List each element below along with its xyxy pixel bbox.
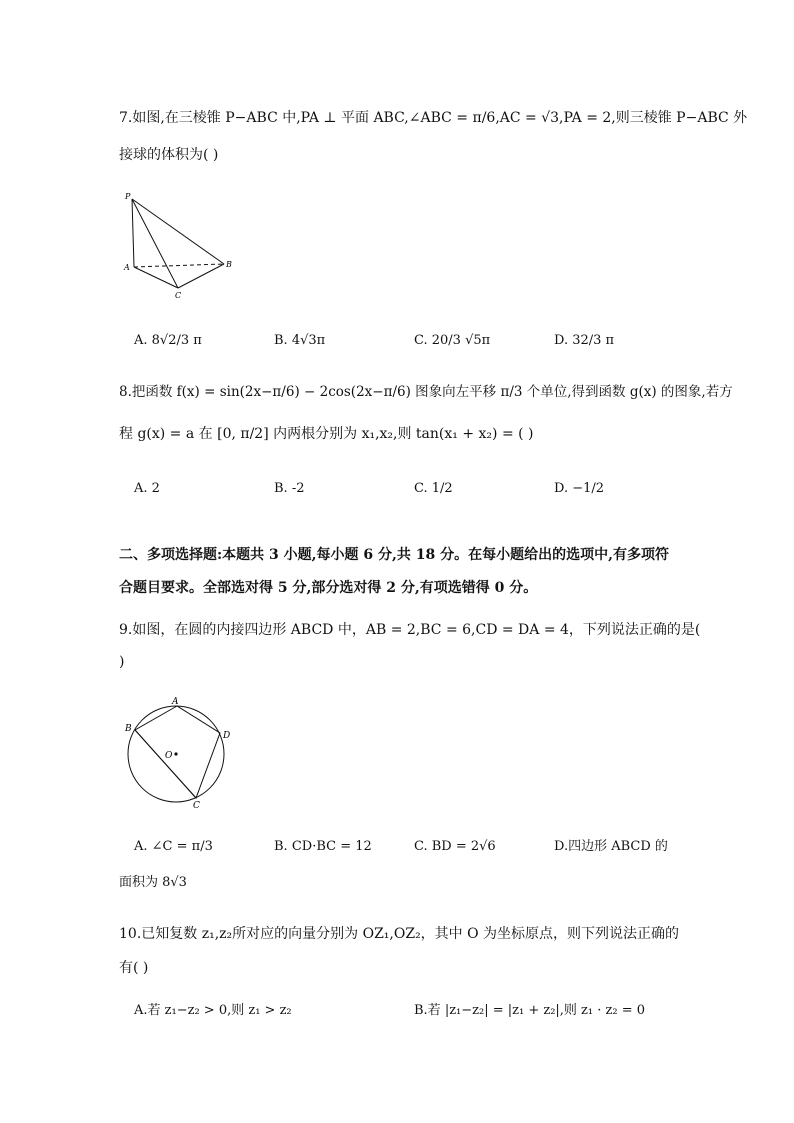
q9-option-a[interactable]: A. ∠C = π/3: [134, 839, 213, 854]
q9-option-d[interactable]: D.四边形 ABCD 的: [554, 839, 668, 854]
q7-option-b[interactable]: B. 4√3π: [274, 333, 326, 348]
q9-stem-line1: 9.如图，在圆的内接四边形 ABCD 中，AB = 2,BC = 6,CD = DA = 4，下列说法正确的是(: [119, 622, 701, 638]
q9-option-c[interactable]: C. BD = 2√6: [414, 839, 496, 854]
q8-stem-line2: 程 g(x) = a 在 [0, π/2] 内两根分别为 x₁,x₂,则 tan(x₁ + x₂) = ( ): [119, 426, 534, 442]
q9-option-d-continued: 面积为 8√3: [119, 875, 187, 890]
q7-label-p: P: [125, 192, 131, 201]
section2-heading-line1: 二、多项选择题:本题共 3 小题,每小题 6 分,共 18 分。在每小题给出的选项中,有多项符: [119, 547, 669, 563]
q7-tetrahedron-figure: [120, 188, 240, 303]
q10-option-b[interactable]: B.若 |z₁−z₂| = |z₁ + z₂|,则 z₁ · z₂ = 0: [414, 1003, 645, 1018]
q7-stem-line2: 接球的体积为( ): [119, 147, 219, 163]
q9-label-o: O: [165, 751, 173, 761]
q10-option-a[interactable]: A.若 z₁−z₂ > 0,则 z₁ > z₂: [134, 1003, 292, 1018]
q10-stem-line2: 有( ): [119, 960, 149, 976]
q9-circle-figure: [118, 693, 238, 811]
q8-option-a[interactable]: A. 2: [134, 481, 160, 496]
q7-option-a[interactable]: A. 8√2/3 π: [134, 333, 202, 348]
q7-label-b: B: [226, 260, 232, 269]
section2-heading-line2: 合题目要求。全部选对得 5 分,部分选对得 2 分,有项选错得 0 分。: [119, 580, 538, 596]
q8-stem-line1: 8.把函数 f(x) = sin(2x−π/6) − 2cos(2x−π/6) 图象向左平移 π/3 个单位,得到函数 g(x) 的图象,若方: [119, 384, 733, 400]
q9-option-b[interactable]: B. CD·BC = 12: [274, 839, 372, 854]
q7-option-c[interactable]: C. 20/3 √5π: [414, 333, 491, 348]
q8-option-b[interactable]: B. -2: [274, 481, 305, 496]
q7-label-c: C: [175, 291, 182, 300]
q8-option-d[interactable]: D. −1/2: [554, 481, 605, 496]
q9-label-d: D: [223, 731, 231, 741]
q7-label-a: A: [124, 263, 130, 272]
q10-stem-line1: 10.已知复数 z₁,z₂所对应的向量分别为 OZ₁,OZ₂，其中 O 为坐标原点，则下列说法正确的: [119, 926, 680, 942]
q7-stem-line1: 7.如图,在三棱锥 P−ABC 中,PA ⊥ 平面 ABC,∠ABC = π/6,AC = √3,PA = 2,则三棱锥 P−ABC 外: [119, 110, 748, 126]
q9-stem-line2: ): [119, 654, 125, 670]
q9-label-c: C: [193, 801, 200, 811]
q8-option-c[interactable]: C. 1/2: [414, 481, 453, 496]
q7-option-d[interactable]: D. 32/3 π: [554, 333, 615, 348]
q9-label-b: B: [125, 724, 132, 734]
q9-label-a: A: [172, 697, 179, 707]
